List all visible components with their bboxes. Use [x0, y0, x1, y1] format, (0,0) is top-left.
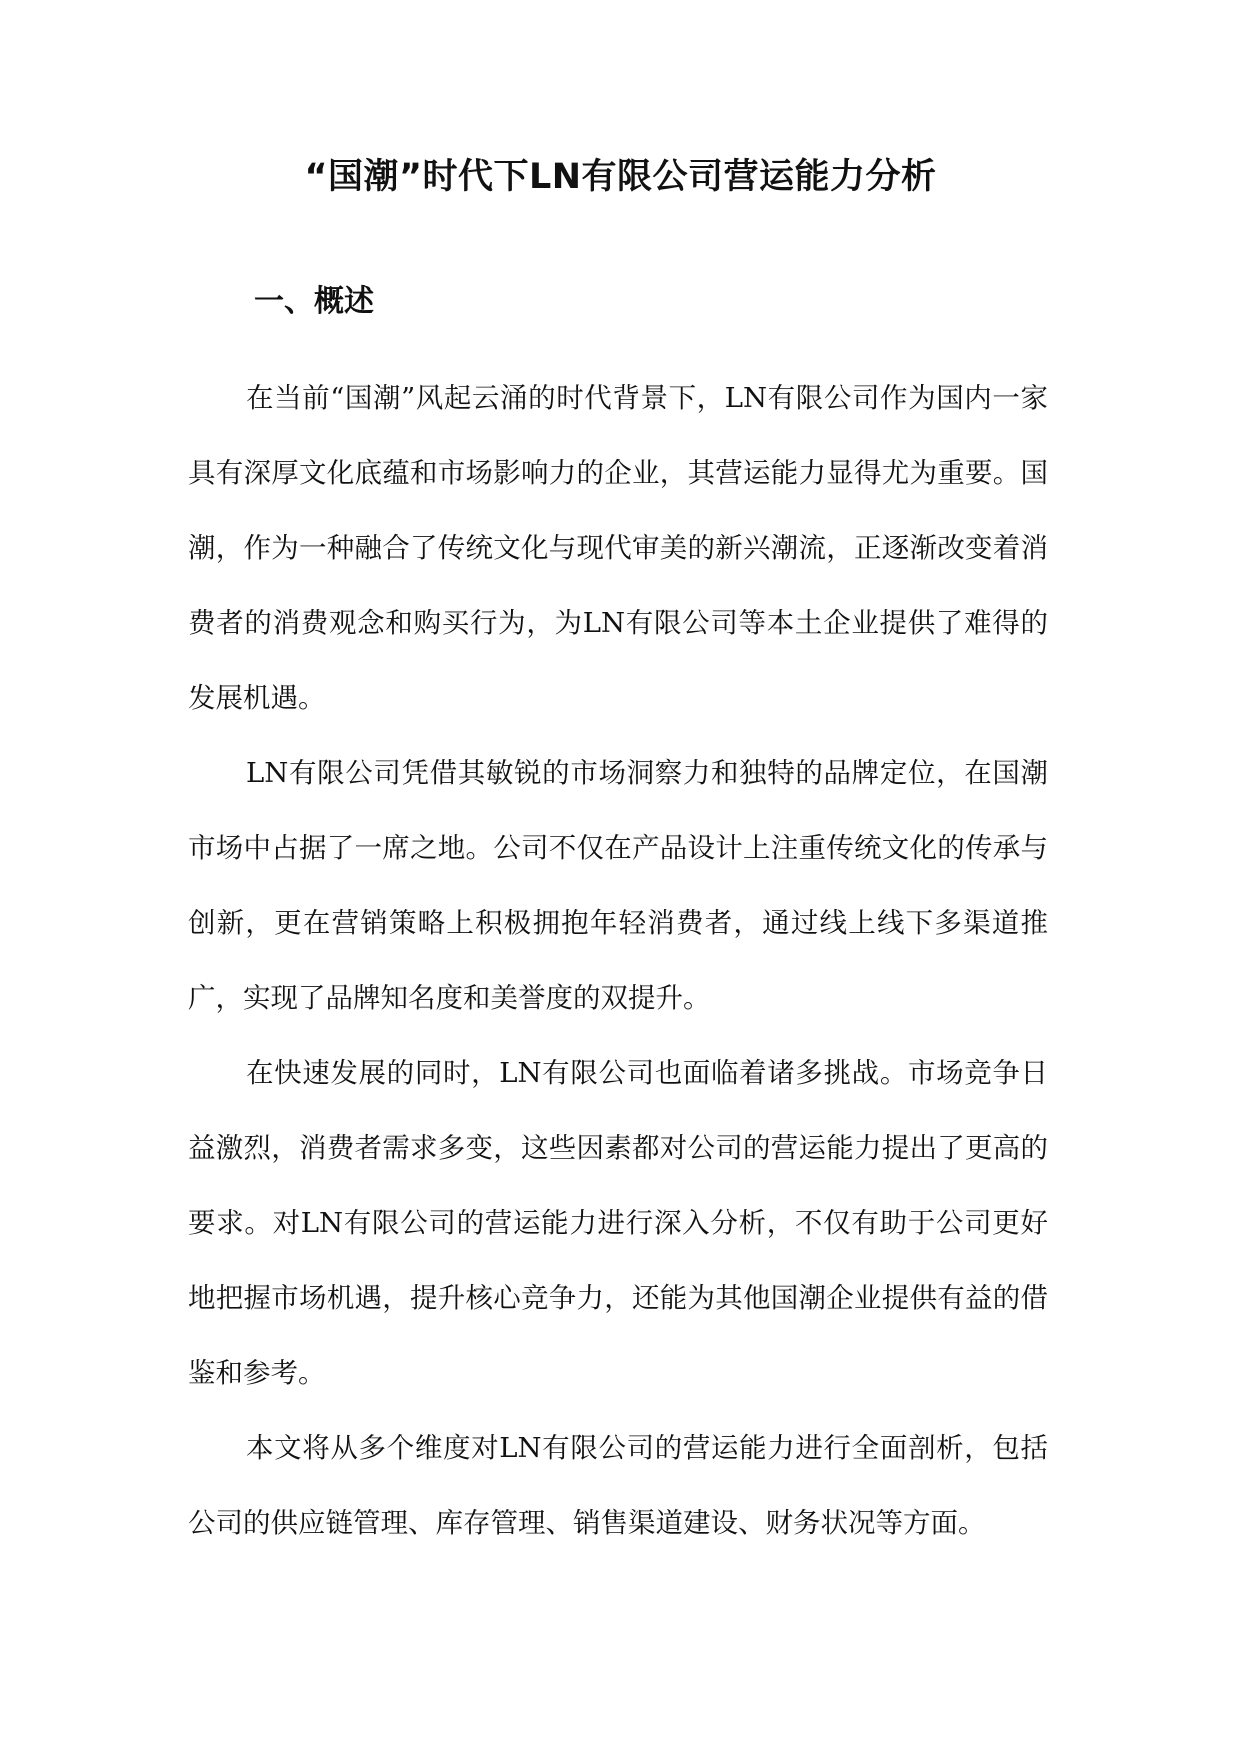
section-body — [188, 361, 1048, 1561]
document-title: “国潮”时代下LN有限公司营运能力分析 — [304, 157, 937, 197]
paragraph: 本文将从多个维度对LN有限公司的营运能力进行全面剖析，包括公司的供应链管理、库存管理、销售渠道建设、财务状况等方面。 — [188, 1432, 1048, 1539]
paragraph: LN有限公司凭借其敏锐的市场洞察力和独特的品牌定位，在国潮市场中占据了一席之地。公司不仅在产品设计上注重传统文化的传承与创新，更在营销策略上积极拥抱年轻消费者，通过线上线下多渠道推广，实现了品牌知名度和美誉度的双提升。 — [188, 757, 1048, 1014]
paragraph: 在快速发展的同时，LN有限公司也面临着诸多挑战。市场竞争日益激烈，消费者需求多变，这些因素都对公司的营运能力提出了更高的要求。对LN有限公司的营运能力进行深入分析，不仅有助于公司更好地把握市场机遇，提升核心竞争力，还能为其他国潮企业提供有益的借鉴和参考。 — [188, 1057, 1048, 1389]
section-heading: 一、概述 — [254, 284, 374, 319]
paragraph: 在当前“国潮”风起云涌的时代背景下，LN有限公司作为国内一家具有深厚文化底蕴和市场影响力的企业，其营运能力显得尤为重要。国潮，作为一种融合了传统文化与现代审美的新兴潮流，正逐渐改变着消费者的消费观念和购买行为，为LN有限公司等本土企业提供了难得的发展机遇。 — [188, 382, 1048, 714]
